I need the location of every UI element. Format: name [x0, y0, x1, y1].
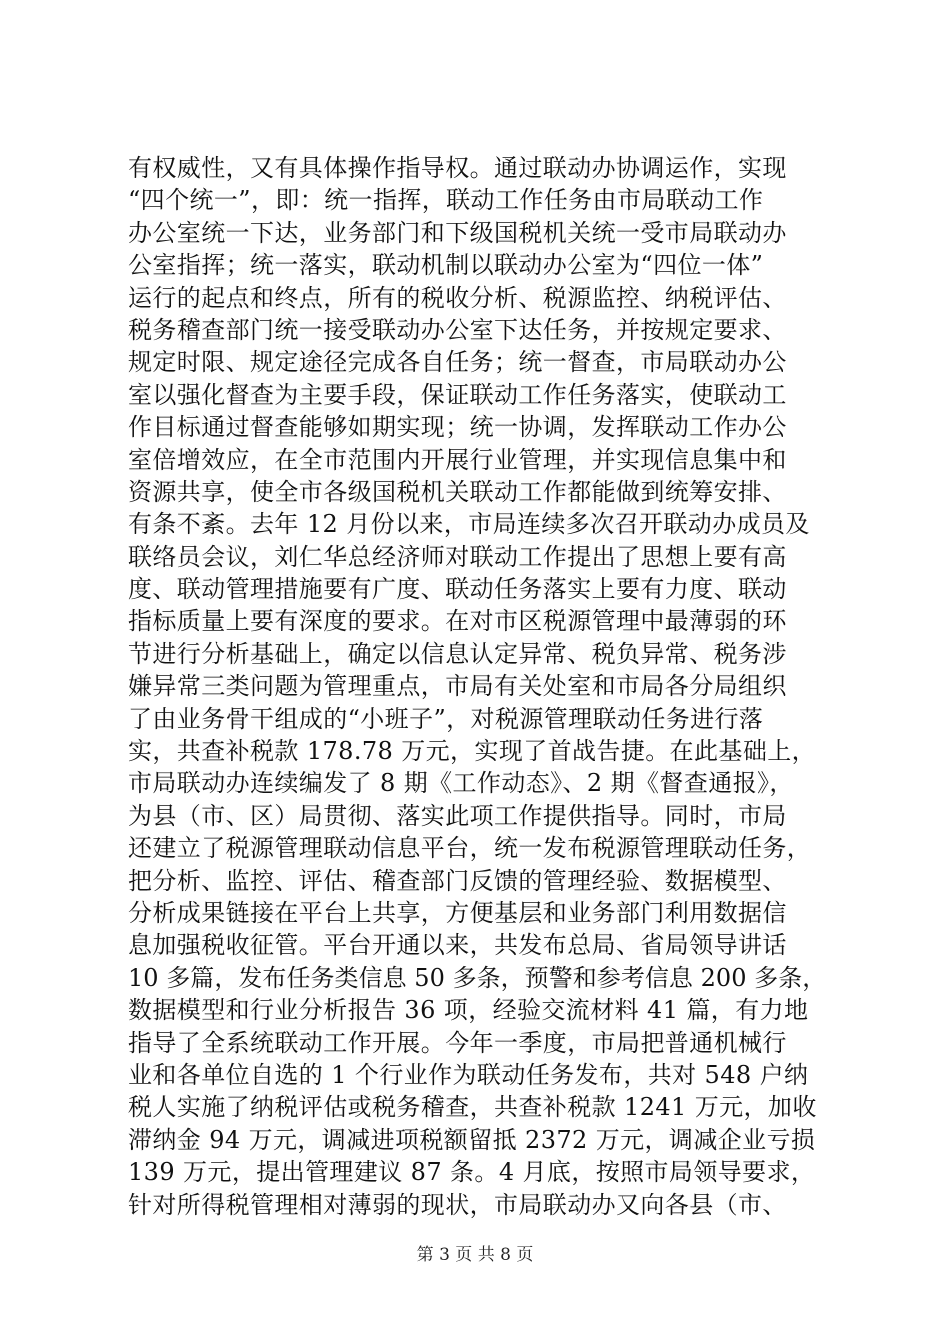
text-line: 运行的起点和终点，所有的税收分析、税源监控、纳税评估、: [128, 283, 787, 312]
text-line: 公室指挥；统一落实，联动机制以联动办公室为“四位一体”: [128, 251, 764, 280]
page-footer: 第 3 页 共 8 页: [416, 1245, 534, 1265]
text-line: 业和各单位自选的 1 个行业作为联动任务发布，共对 548 户纳: [128, 1060, 809, 1089]
text-line: 滞纳金 94 万元，调减进项税额留抵 2372 万元，调减企业亏损: [128, 1125, 816, 1154]
text-line: 市局联动办连续编发了 8 期《工作动态》、2 期《督查通报》，: [128, 769, 794, 798]
text-line: 分析成果链接在平台上共享，方便基层和业务部门利用数据信: [128, 898, 787, 927]
text-line: 针对所得税管理相对薄弱的现状，市局联动办又向各县（市、: [128, 1190, 787, 1219]
text-line: 指标质量上要有深度的要求。在对市区税源管理中最薄弱的环: [128, 607, 787, 636]
body-paragraph: [128, 152, 828, 1221]
text-line: 作目标通过督查能够如期实现；统一协调，发挥联动工作办公: [128, 413, 787, 442]
text-line: 嫌异常三类问题为管理重点，市局有关处室和市局各分局组织: [128, 672, 787, 701]
text-line: 还建立了税源管理联动信息平台，统一发布税源管理联动任务，: [128, 834, 812, 863]
text-line: 办公室统一下达，业务部门和下级国税机关统一受市局联动办: [128, 218, 787, 247]
text-line: 10 多篇，发布任务类信息 50 多条，预警和参考信息 200 多条，: [128, 963, 827, 992]
text-line: 指导了全系统联动工作开展。今年一季度，市局把普通机械行: [128, 1028, 787, 1057]
text-line: 室倍增效应，在全市范围内开展行业管理，并实现信息集中和: [128, 445, 787, 474]
text-line: 数据模型和行业分析报告 36 项，经验交流材料 41 篇，有力地: [128, 996, 809, 1025]
text-line: 税务稽查部门统一接受联动办公室下达任务，并按规定要求、: [128, 315, 787, 344]
text-line: 实，共查补税款 178.78 万元，实现了首战告捷。在此基础上，: [128, 737, 817, 766]
text-line: 资源共享，使全市各级国税机关联动工作都能做到统筹安排、: [128, 477, 787, 506]
text-line: 度、联动管理措施要有广度、联动任务落实上要有力度、联动: [128, 575, 787, 604]
text-line: 了由业务骨干组成的“小班子”，对税源管理联动任务进行落: [128, 704, 764, 733]
text-line: 息加强税收征管。平台开通以来，共发布总局、省局领导讲话: [128, 931, 787, 960]
text-line: “四个统一”，即：统一指挥，联动工作任务由市局联动工作: [128, 186, 764, 215]
text-line: 139 万元，提出管理建议 87 条。4 月底，按照市局领导要求，: [128, 1158, 816, 1187]
text-line: 把分析、监控、评估、稽查部门反馈的管理经验、数据模型、: [128, 866, 787, 895]
text-line: 联络员会议，刘仁华总经济师对联动工作提出了思想上要有高: [128, 542, 787, 571]
text-line: 室以强化督查为主要手段，保证联动工作任务落实，使联动工: [128, 380, 787, 409]
text-line: 有条不紊。去年 12 月份以来，市局连续多次召开联动办成员及: [128, 510, 810, 539]
text-line: 税人实施了纳税评估或税务稽查，共查补税款 1241 万元，加收: [128, 1093, 817, 1122]
text-line: 节进行分析基础上，确定以信息认定异常、税负异常、税务涉: [128, 639, 787, 668]
text-line: 有权威性，又有具体操作指导权。通过联动办协调运作，实现: [128, 154, 787, 182]
text-line: 规定时限、规定途径完成各自任务；统一督查，市局联动办公: [128, 348, 787, 377]
text-line: 为县（市、区）局贯彻、落实此项工作提供指导。同时，市局: [128, 801, 787, 830]
